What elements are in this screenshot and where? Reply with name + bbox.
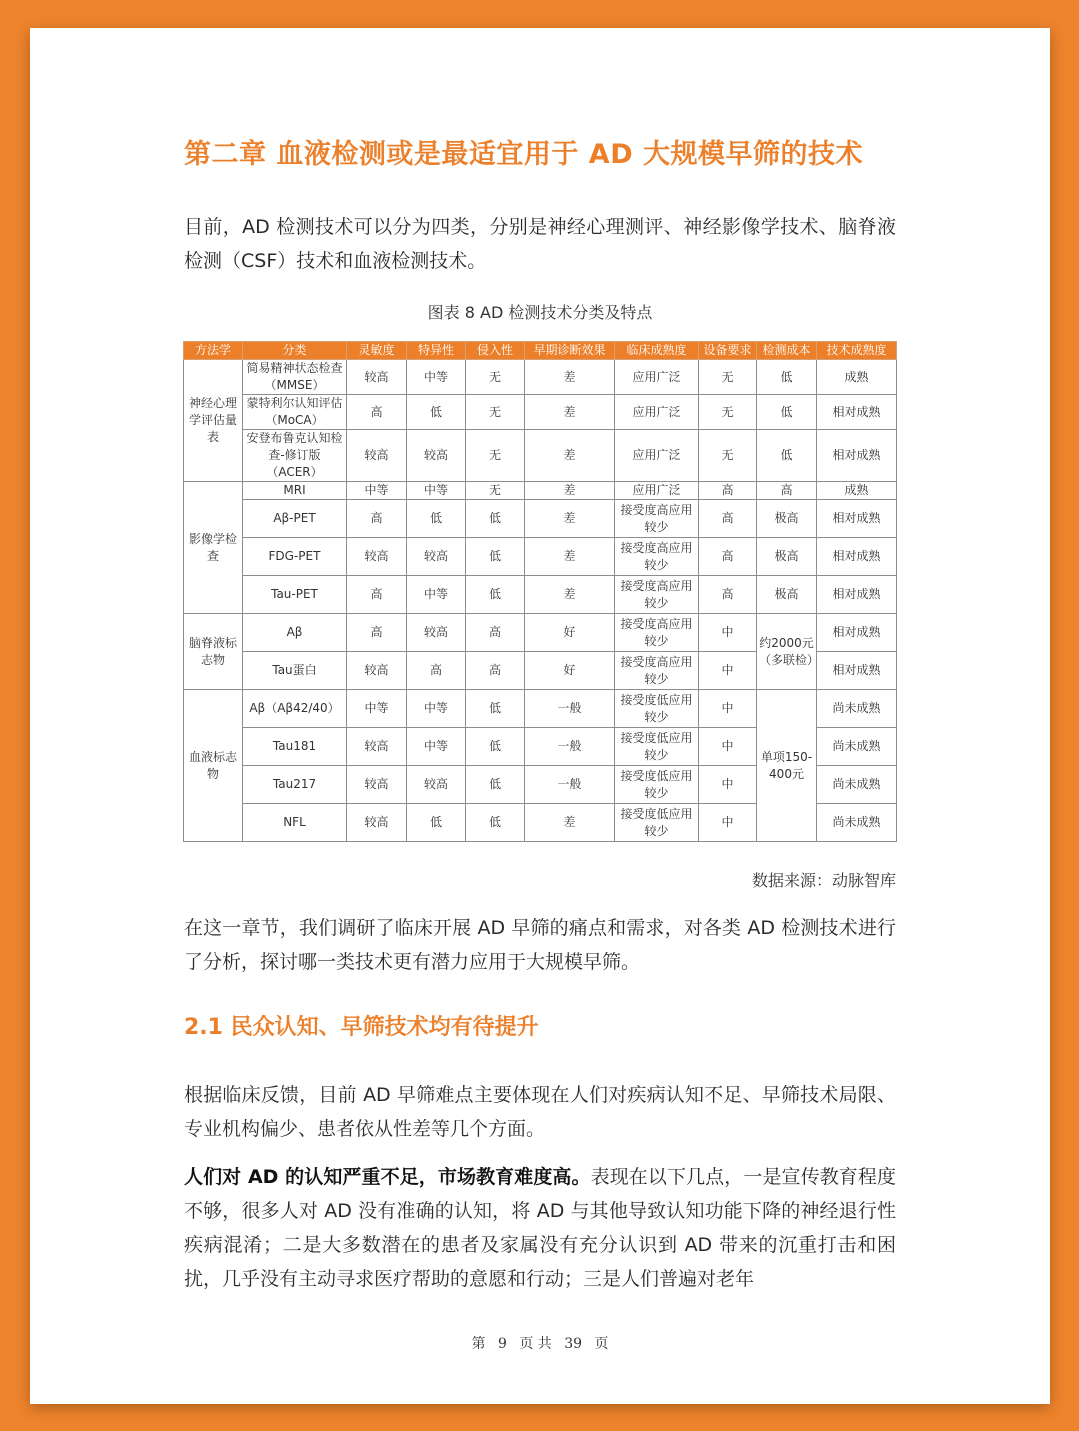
table-cell: 中等 <box>407 360 466 395</box>
table-row <box>184 576 897 614</box>
chapter-title: 第二章 血液检测或是最适宜用于 AD 大规模早筛的技术 <box>184 139 864 170</box>
table-cell: 差 <box>525 360 615 395</box>
table-cell: 高 <box>699 576 757 614</box>
table-cell: 无 <box>699 395 757 430</box>
table-cell: NFL <box>243 804 347 842</box>
table-row <box>184 690 897 728</box>
table-cell: 无 <box>466 430 525 482</box>
table-cell: 较高 <box>407 430 466 482</box>
table-cell: 中 <box>699 614 757 652</box>
table-header-row <box>184 342 897 360</box>
table-cell: 中 <box>699 728 757 766</box>
table-cell: 应用广泛 <box>615 430 699 482</box>
table-cell: 极高 <box>757 500 817 538</box>
table-cell: 极高 <box>757 576 817 614</box>
table-cell: 无 <box>466 395 525 430</box>
table-cell: 较高 <box>407 614 466 652</box>
table-cell: 差 <box>525 576 615 614</box>
group-cell: 血液标志物 <box>184 690 243 842</box>
table-cell: 差 <box>525 430 615 482</box>
table-cell: 低 <box>407 804 466 842</box>
table-cell: 较高 <box>347 766 407 804</box>
table-cell: 较高 <box>407 538 466 576</box>
table-cell: 极高 <box>757 538 817 576</box>
table-cell: 无 <box>699 360 757 395</box>
table-cell: 高 <box>699 500 757 538</box>
table-cell: 低 <box>407 395 466 430</box>
table-cell: 高 <box>347 500 407 538</box>
header-cell: 临床成熟度 <box>615 342 699 360</box>
header-cell: 特异性 <box>407 342 466 360</box>
table-row <box>184 395 897 430</box>
table-cell: 高 <box>466 652 525 690</box>
table-cell: 应用广泛 <box>615 482 699 500</box>
table-cell: 接受度高应用较少 <box>615 538 699 576</box>
table-cell: 无 <box>466 360 525 395</box>
table-cell: 低 <box>407 500 466 538</box>
table-cell: 简易精神状态检查（MMSE） <box>243 360 347 395</box>
page-footer <box>30 1333 1050 1353</box>
table-cell: 较高 <box>347 538 407 576</box>
table-cell: 接受度低应用较少 <box>615 766 699 804</box>
table-cell: Tau-PET <box>243 576 347 614</box>
table-cell: 差 <box>525 500 615 538</box>
group-cell: 影像学检查 <box>184 482 243 614</box>
table-cell: MRI <box>243 482 347 500</box>
table-cell: 接受度高应用较少 <box>615 576 699 614</box>
table-cell: 一般 <box>525 690 615 728</box>
merged-cost-cell: 约2000元（多联检） <box>757 614 817 690</box>
document-page <box>30 28 1050 1404</box>
table-row <box>184 500 897 538</box>
table-caption: 图表 8 AD 检测技术分类及特点 <box>427 303 653 322</box>
table-cell: 中 <box>699 804 757 842</box>
table-cell: Tau217 <box>243 766 347 804</box>
table-cell: 中 <box>699 690 757 728</box>
table-cell: Aβ <box>243 614 347 652</box>
table-cell: 相对成熟 <box>817 500 897 538</box>
table-cell: FDG-PET <box>243 538 347 576</box>
header-cell: 侵入性 <box>466 342 525 360</box>
table-cell: 中等 <box>407 728 466 766</box>
table-cell: 蒙特利尔认知评估（MoCA） <box>243 395 347 430</box>
table-cell: 高 <box>347 614 407 652</box>
table-cell: 安登布鲁克认知检查-修订版（ACER） <box>243 430 347 482</box>
table-cell: 应用广泛 <box>615 360 699 395</box>
table-cell: 低 <box>466 766 525 804</box>
table-cell: 低 <box>466 538 525 576</box>
difficulties-paragraph: 根据临床反馈，目前 AD 早筛难点主要体现在人们对疾病认知不足、早筛技术局限、专业机构偏少、患者依从性差等几个方面。 <box>184 1084 896 1140</box>
table-cell: 低 <box>466 500 525 538</box>
table-cell: 低 <box>757 430 817 482</box>
intro-paragraph: 目前，AD 检测技术可以分为四类，分别是神经心理测评、神经影像学技术、脑脊液检测（CSF）技术和血液检测技术。 <box>184 216 896 272</box>
table-row <box>184 482 897 500</box>
page-number: 9 <box>497 1336 507 1352</box>
table-cell: 低 <box>466 576 525 614</box>
table-cell: Aβ-PET <box>243 500 347 538</box>
table-cell: 接受度低应用较少 <box>615 690 699 728</box>
table-cell: 中等 <box>347 482 407 500</box>
table-cell: 好 <box>525 652 615 690</box>
table-cell: 较高 <box>347 430 407 482</box>
table-cell: 中等 <box>407 482 466 500</box>
group-cell: 神经心理学评估量表 <box>184 360 243 482</box>
table-cell: Tau181 <box>243 728 347 766</box>
chapter-summary-paragraph: 在这一章节，我们调研了临床开展 AD 早筛的痛点和需求，对各类 AD 检测技术进行了分析，探讨哪一类技术更有潜力应用于大规模早筛。 <box>184 917 896 973</box>
table-cell: 差 <box>525 482 615 500</box>
table-cell: 高 <box>347 576 407 614</box>
table-cell: 接受度高应用较少 <box>615 652 699 690</box>
awareness-paragraph <box>184 1160 896 1296</box>
header-cell: 早期诊断效果 <box>525 342 615 360</box>
footer-prefix: 第 <box>471 1336 486 1352</box>
table-cell: 低 <box>466 804 525 842</box>
table-cell: 高 <box>347 395 407 430</box>
table-cell: 低 <box>466 728 525 766</box>
table-cell: 中等 <box>407 576 466 614</box>
table-row <box>184 614 897 652</box>
table-cell: 接受度高应用较少 <box>615 614 699 652</box>
table-row <box>184 430 897 482</box>
table-cell: 相对成熟 <box>817 395 897 430</box>
table-cell: 成熟 <box>817 482 897 500</box>
table-cell: 尚未成熟 <box>817 690 897 728</box>
table-cell: 低 <box>757 395 817 430</box>
table-cell: 无 <box>699 430 757 482</box>
header-cell: 检测成本 <box>757 342 817 360</box>
footer-suffix: 页 <box>594 1336 609 1352</box>
footer-mid: 页 共 <box>519 1336 552 1352</box>
header-cell: 技术成熟度 <box>817 342 897 360</box>
table-cell: 相对成熟 <box>817 652 897 690</box>
table-cell: 尚未成熟 <box>817 804 897 842</box>
table-cell: 接受度高应用较少 <box>615 500 699 538</box>
table-cell: 较高 <box>347 804 407 842</box>
table-cell: 一般 <box>525 728 615 766</box>
merged-cost-cell: 单项150-400元 <box>757 690 817 842</box>
awareness-bold-lead: 人们对 AD 的认知严重不足，市场教育难度高。 <box>184 1166 591 1188</box>
table-cell: 高 <box>699 538 757 576</box>
group-cell: 脑脊液标志物 <box>184 614 243 690</box>
table-cell: 差 <box>525 804 615 842</box>
table-cell: 相对成熟 <box>817 614 897 652</box>
table-cell: 较高 <box>407 766 466 804</box>
table-cell: 一般 <box>525 766 615 804</box>
comparison-table <box>183 341 896 842</box>
table-cell: 低 <box>757 360 817 395</box>
table-cell: 接受度低应用较少 <box>615 804 699 842</box>
table-cell: 好 <box>525 614 615 652</box>
table-cell: Aβ（Aβ42/40） <box>243 690 347 728</box>
table-cell: 差 <box>525 538 615 576</box>
header-cell: 设备要求 <box>699 342 757 360</box>
table-cell: 低 <box>466 690 525 728</box>
table-cell: 中等 <box>347 690 407 728</box>
table-cell: 中 <box>699 652 757 690</box>
table-cell: 较高 <box>347 360 407 395</box>
table-cell: 高 <box>757 482 817 500</box>
table-cell: 高 <box>466 614 525 652</box>
table-cell: 高 <box>699 482 757 500</box>
table-cell: 中等 <box>407 690 466 728</box>
table-cell: 相对成熟 <box>817 538 897 576</box>
table-cell: Tau蛋白 <box>243 652 347 690</box>
table-cell: 接受度低应用较少 <box>615 728 699 766</box>
table-row <box>184 538 897 576</box>
table-cell: 相对成熟 <box>817 576 897 614</box>
table-cell: 尚未成熟 <box>817 728 897 766</box>
table-cell: 较高 <box>347 652 407 690</box>
table-cell: 尚未成熟 <box>817 766 897 804</box>
table-cell: 成熟 <box>817 360 897 395</box>
header-cell: 灵敏度 <box>347 342 407 360</box>
table-cell: 中 <box>699 766 757 804</box>
header-cell: 方法学 <box>184 342 243 360</box>
table-cell: 差 <box>525 395 615 430</box>
table-cell: 高 <box>407 652 466 690</box>
table-cell: 相对成熟 <box>817 430 897 482</box>
total-pages: 39 <box>564 1336 583 1352</box>
table-cell: 无 <box>466 482 525 500</box>
table-cell: 较高 <box>347 728 407 766</box>
data-source-note: 数据来源：动脉智库 <box>751 871 896 890</box>
header-cell: 分类 <box>243 342 347 360</box>
table-cell: 应用广泛 <box>615 395 699 430</box>
table-row <box>184 360 897 395</box>
section-title: 2.1 民众认知、早筛技术均有待提升 <box>184 1015 539 1040</box>
awareness-body: 表现在以下几点，一是宣传教育程度不够，很多人对 AD 没有准确的认知，将 AD 与其他导致认知功能下降的神经退行性疾病混淆；二是大多数潜在的患者及家属没有充分认识到 AD 带来的沉重打击和困扰，几乎没有主动寻求医疗帮助的意愿和行动；三是人们普遍对老年 <box>184 1166 896 1290</box>
